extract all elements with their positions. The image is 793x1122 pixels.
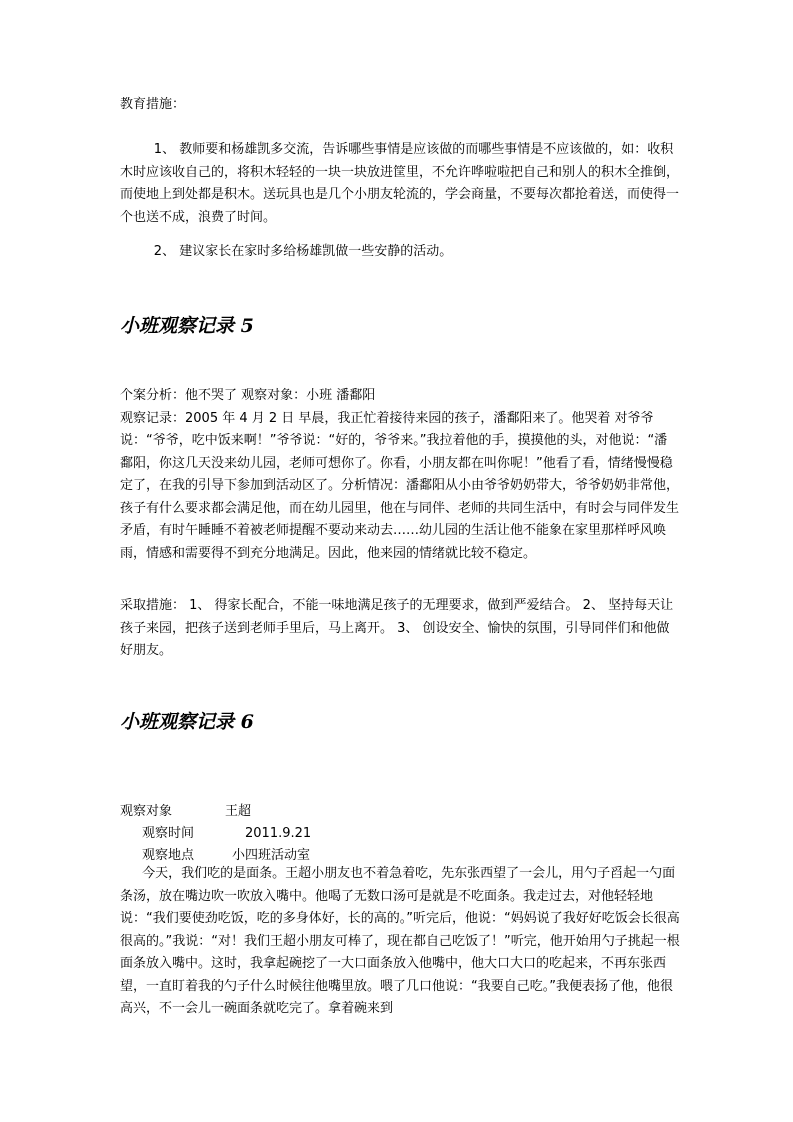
observe-object-value-wrap bbox=[225, 801, 251, 823]
observe-time-label: 观察时间 bbox=[142, 826, 195, 841]
observe-time-value-wrap bbox=[245, 823, 311, 845]
observe-object-row bbox=[120, 801, 172, 823]
record-6-title: 小班观察记录 6 bbox=[120, 711, 254, 733]
record-6-body: 今天，我们吃的是面条。王超小朋友也不着急着吃，先东张西望了一会儿，用勺子舀起一勺面条汤，放在嘴边吹一吹放入嘴中。他喝了无数口汤可是就是不吃面条。我走过去，对他轻轻地说：“我们要使劲吃饭，吃的多身体好，长的高的。”听完后，他说：“妈妈说了我好好吃饭会长很高很高的。”我说：“对！我们王超小朋友可棒了，现在都自己吃饭了！”听完，他开始用勺子挑起一根面条放入嘴中。这时，我拿起碗挖了一大口面条放入他嘴中，他大口大口的吃起来，不再东张西望，一直盯着我的勺子什么时候往他嘴里放。喂了几口他说：“我要自己吃。”我便表扬了他，他很高兴，不一会儿一碗面条就吃完了。拿着碗来到 bbox=[120, 866, 680, 1016]
section-heading: 教育措施： bbox=[120, 97, 186, 112]
record-5-body: 个案分析：他不哭了 观察对象：小班 潘鄱阳 观察记录：2005 年 4 月 2 日 早晨，我正忙着接待来园的孩子，潘鄱阳来了。他哭着 对爷爷说：“爷爷，吃中饭来啊！”爷爷说：“好的，爷爷来。”我拉着他的手，摸摸他的头，对他说：“潘鄱阳，你这几天没来幼儿园，老师可想你了。你看，小朋友都在叫你呢！”他看了看，情绪慢慢稳定了，在我的引导下参加到活动区了。分析情况：潘鄱阳从小由爷爷奶奶带大，爷爷奶奶非常他，孩子有什么要求都会满足他，而在幼儿园里，他在与同伴、老师的共同生活中，有时会与同伴发生矛盾，有时午睡睡不着被老师提醒不要动来动去……幼儿园的生活让他不能象在家里那样呼风唤雨，情感和需要得不到充分地满足。因此，他来园的情绪就比较不稳定。 bbox=[120, 388, 680, 561]
observe-time-value: 2011.9.21 bbox=[245, 826, 312, 841]
record-5-measures: 采取措施： 1、 得家长配合，不能一味地满足孩子的无理要求，做到严爱结合。 2、 坚持每天让孩子来园，把孩子送到老师手里后，马上离开。 3、 创设安全、愉快的氛围，引导同伴们和他做好朋友。 bbox=[120, 598, 674, 658]
observe-time-row bbox=[142, 823, 194, 845]
paragraph-measure-2: 2、 建议家长在家时多给杨雄凯做一些安静的活动。 bbox=[153, 244, 453, 259]
paragraph-measure-1: 1、 教师要和杨雄凯多交流，告诉哪些事情是应该做的而哪些事情是不应该做的，如：收积木时应该收自己的，将积木轻轻的一块一块放进筐里，不允许哗啦啦把自己和别人的积木全推倒，而使地上到处都是积木。送玩具也是几个小朋友轮流的，学会商量，不要每次都抢着送，而使得一个也送不成，浪费了时间。 bbox=[120, 142, 680, 225]
observe-object-label: 观察对象 bbox=[120, 804, 173, 819]
observe-place-label: 观察地点 bbox=[142, 848, 195, 863]
observe-place-value: 小四班活动室 bbox=[232, 848, 311, 863]
observe-object-value: 王超 bbox=[225, 804, 252, 819]
record-5-title: 小班观察记录 5 bbox=[120, 315, 254, 337]
